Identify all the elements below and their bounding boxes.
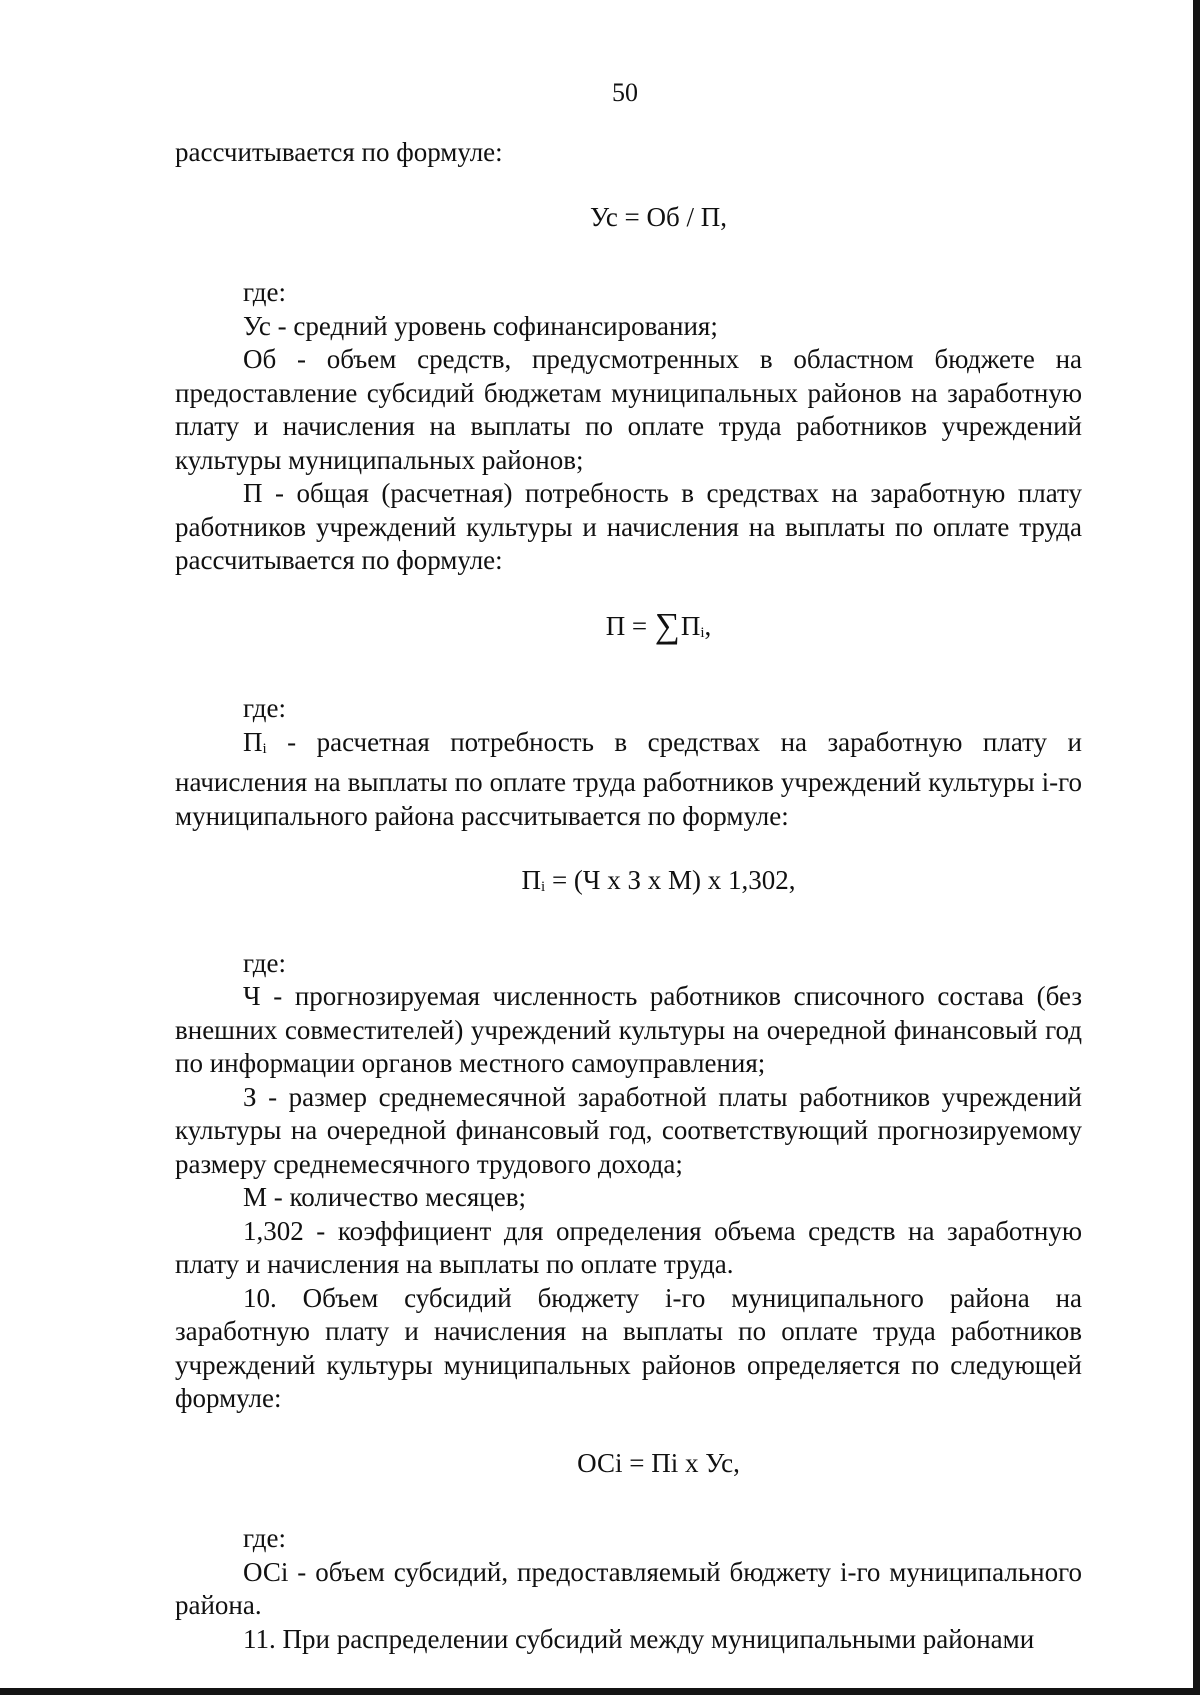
document-body bbox=[175, 136, 1082, 1656]
definition-ob: Об - объем средств, предусмотренных в областном бюджете на предоставление субсидий бюджетам муниципальных районов на заработную плату и начисления на выплаты по оплате труда работников учреждений культуры муниципальных районов; bbox=[175, 344, 1082, 475]
formula-pi-rest: = (Ч x З x М) x 1,302, bbox=[545, 865, 796, 895]
definition-osi: ОСi - объем субсидий, предоставляемый бюджету i-го муниципального района. bbox=[175, 1556, 1082, 1620]
formula-p-sum bbox=[175, 605, 1082, 651]
definition-uc: Ус - средний уровень софинансирования; bbox=[243, 310, 718, 341]
where-label-4: где: bbox=[243, 1523, 286, 1553]
formula-p-tail: , bbox=[704, 610, 712, 641]
where-label-1: где: bbox=[243, 277, 286, 307]
definition-pi-text: - расчетная потребность в средствах на заработную плату и начисления на выплаты по оплате труда работников учреждений культуры i-го муниципального района рассчитывается по формуле: bbox=[175, 726, 1082, 831]
definition-z: З - размер среднемесячной заработной платы работников учреждений культуры на очередной финансовый год, соответствующий прогнозируемому размеру среднемесячного трудового дохода; bbox=[175, 1081, 1082, 1179]
formula-p-term: П bbox=[680, 610, 701, 641]
scan-border-bottom bbox=[0, 1688, 1200, 1695]
formula-uc: Ус = Об / П, bbox=[589, 201, 728, 232]
formula-p-lhs: П = bbox=[605, 610, 654, 641]
definition-p: П - общая (расчетная) потребность в средствах на заработную плату работников учреждений культуры и начисления на выплаты по оплате труда рассчитывается по формуле: bbox=[175, 478, 1082, 575]
definition-m: М - количество месяцев; bbox=[243, 1182, 526, 1212]
formula-pi-symbol: П bbox=[521, 865, 542, 895]
definition-pi-subscript: i bbox=[262, 740, 267, 757]
intro-line: рассчитывается по формуле: bbox=[175, 137, 503, 167]
formula-pi-subscript: i bbox=[541, 879, 546, 895]
where-label-3: где: bbox=[243, 947, 286, 978]
definition-pi-symbol: П bbox=[243, 726, 263, 757]
formula-p-subscript: i bbox=[700, 624, 705, 641]
page-number: 50 bbox=[612, 78, 638, 107]
scan-border-right bbox=[1193, 0, 1200, 1695]
formula-pi bbox=[175, 864, 1082, 905]
where-label-2: где: bbox=[243, 693, 286, 723]
definition-ch: Ч - прогнозируемая численность работников списочного состава (без внешних совместителей) учреждений культуры на очередной финансовый год по информации органов местного самоуправления; bbox=[175, 981, 1082, 1078]
formula-osi: ОСi = Пi x Ус, bbox=[577, 1447, 740, 1478]
item-11: 11. При распределении субсидий между муниципальными районами bbox=[243, 1623, 1035, 1654]
item-10: 10. Объем субсидий бюджету i-го муниципального района на заработную плату и начисления на выплаты по оплате труда работников учреждений культуры муниципальных районов определяется по следующей формуле: bbox=[175, 1282, 1082, 1413]
definition-pi bbox=[175, 726, 1082, 834]
sum-symbol: ∑ bbox=[654, 605, 680, 645]
definition-coefficient: 1,302 - коэффициент для определения объема средств на заработную плату и начисления на выплаты по оплате труда. bbox=[175, 1215, 1082, 1279]
